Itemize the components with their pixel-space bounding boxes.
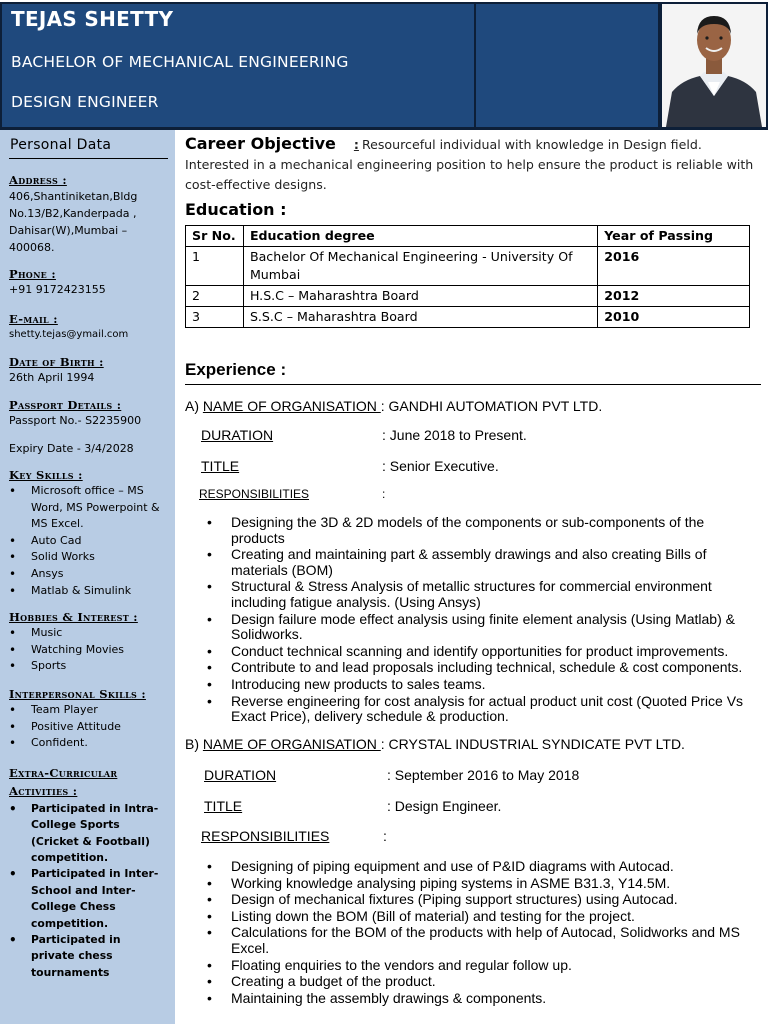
education-title: Education : [185,200,287,219]
degree-cell: H.S.C – Maharashtra Board [243,286,597,307]
title-value: : Senior Executive. [382,458,499,474]
list-item: • Microsoft office – MS Word, MS Powerpoint & MS Excel. [9,483,167,533]
org-b-heading [185,736,685,752]
career-objective-label: Career Objective [185,134,336,153]
list-item: • Designing the 3D & 2D models of the components or sub-components of the products [205,515,755,546]
org-a-name: : GANDHI AUTOMATION PVT LTD. [380,398,603,414]
org-b-name: : CRYSTAL INDUSTRIAL SYNDICATE PVT LTD. [380,736,685,752]
list-item: • Reverse engineering for cost analysis for actual product unit cost (Quoted Price Vs Exact Price), delivery schedule & production. [205,694,755,725]
responsibilities-colon: : [382,487,386,501]
email-value: shetty.tejas@ymail.com [9,329,129,340]
candidate-name: TEJAS SHETTY [11,7,174,31]
list-item: • Contribute to and lead proposals including technical, schedule & cost components. [205,660,755,676]
person-icon [662,4,766,127]
title-label: TITLE [204,798,243,814]
list-item: • Participated in Intra-College Sports (Cricket & Football) competition. [9,801,167,867]
org-a-prefix: A) [185,398,203,414]
hobbies-list [9,625,167,675]
interpersonal-list [9,702,167,752]
email-label: E-mail : [9,312,58,326]
passport-label: Passport Details : [9,398,122,412]
sidebar-divider [9,158,168,159]
responsibilities-label: RESPONSIBILITIES [201,828,330,844]
duration-label: DURATION [204,767,277,783]
column-header: Sr No. [186,226,244,247]
list-item: • Floating enquiries to the vendors and regular follow up. [205,958,755,974]
interpersonal-label: Interpersonal Skills : [9,686,146,701]
personal-data-sidebar [0,130,175,1024]
education-table [185,225,750,328]
column-header: Education degree [243,226,597,247]
degree-cell: Bachelor Of Mechanical Engineering - University Of Mumbai [243,247,597,286]
list-item: • Creating a budget of the product. [205,974,755,990]
year-cell: 2010 [598,307,750,328]
list-item: • Introducing new products to sales teams. [205,677,755,693]
sr-no-cell: 2 [186,286,244,307]
duration-value: : June 2018 to Present. [382,427,527,443]
list-item: • Music [9,625,167,642]
header-divider [474,2,476,129]
list-item: • Conduct technical scanning and identify opportunities for product improvements. [205,644,755,660]
list-item: • Auto Cad [9,533,167,550]
title-value: : Design Engineer. [387,798,502,814]
list-item: • Calculations for the BOM of the products with help of Autocad, Solidworks and MS Excel. [205,925,755,956]
list-item: • Design of mechanical fixtures (Piping support structures) using Autocad. [205,892,755,908]
career-objective-colon: : [353,137,359,152]
column-header: Year of Passing [598,226,750,247]
duration-value: : September 2016 to May 2018 [387,767,580,783]
title-label: TITLE [201,458,240,474]
list-item: • Confident. [9,735,167,752]
list-item: • Maintaining the assembly drawings & components. [205,991,755,1007]
address-value: 406,Shantiniketan,Bldg No.13/B2,Kanderpada , Dahisar(W),Mumbai – 400068. [9,190,138,254]
experience-title: Experience : [185,360,287,379]
dob-value: 26th April 1994 [9,371,95,384]
list-item: • Designing of piping equipment and use of P&ID diagrams with Autocad. [205,859,755,875]
phone-value: +91 9172423155 [9,283,106,296]
hobbies-label: Hobbies & Interest : [9,610,138,625]
list-item: • Solid Works [9,549,167,566]
org-b-label: NAME OF ORGANISATION [202,736,381,752]
extra-curricular-label: Extra-Curricular [9,765,118,780]
responsibilities-label: RESPONSIBILITIES [199,487,310,501]
list-item: • Listing down the BOM (Bill of material) and testing for the project. [205,909,755,925]
activities-label: Activities : [9,783,78,798]
resume-header [0,0,768,130]
list-item: • Ansys [9,566,167,583]
year-cell: 2012 [598,286,750,307]
list-item: • Sports [9,658,167,675]
extra-curricular-list [9,801,167,981]
career-objective-text: Resourceful individual with knowledge in Design field. Interested in a mechanical engineering position to help ensure the product is reliable with cost-effective designs. [185,137,754,192]
year-cell: 2016 [598,247,750,286]
phone-label: Phone : [9,267,56,281]
org-b-prefix: B) [185,736,203,752]
table-row [186,307,750,328]
list-item: • Participated in Inter-School and Inter-College Chess competition. [9,866,167,932]
org-a-responsibilities-list [205,515,755,726]
list-item: • Team Player [9,702,167,719]
address-label: Address : [9,173,67,187]
list-item: • Working knowledge analysing piping systems in ASME B31.3, Y14.5M. [205,876,755,892]
table-row [186,247,750,286]
org-a-heading [185,398,602,414]
list-item: • Creating and maintaining part & assembly drawings and also creating Bills of materials (BOM) [205,547,755,578]
passport-expiry: Expiry Date - 3/4/2028 [9,442,134,455]
passport-number: Passport No.- S2235900 [9,414,142,427]
candidate-role: DESIGN ENGINEER [11,93,159,111]
sr-no-cell: 3 [186,307,244,328]
dob-label: Date of Birth : [9,355,104,369]
key-skills-list [9,483,167,599]
candidate-degree: BACHELOR OF MECHANICAL ENGINEERING [11,53,349,71]
org-b-responsibilities-list [205,859,755,1007]
duration-label: DURATION [201,427,274,443]
list-item: • Positive Attitude [9,719,167,736]
list-item: • Matlab & Simulink [9,583,167,600]
list-item: • Structural & Stress Analysis of metallic structures for commercial environment including fatigue analysis. (Using Ansys) [205,579,755,610]
career-objective [185,134,760,195]
profile-photo [660,2,768,129]
list-item: • Design failure mode effect analysis using finite element analysis (Using Matlab) & Solidworks. [205,612,755,643]
sidebar-title: Personal Data [10,137,112,153]
experience-divider [185,384,761,385]
table-row [186,286,750,307]
list-item: • Participated in private chess tournaments [9,932,167,981]
org-a-label: NAME OF ORGANISATION [202,398,381,414]
list-item: • Watching Movies [9,642,167,659]
degree-cell: S.S.C – Maharashtra Board [243,307,597,328]
responsibilities-colon: : [383,828,387,844]
key-skills-label: Key Skills : [9,468,83,482]
sr-no-cell: 1 [186,247,244,286]
table-header-row [186,226,750,247]
